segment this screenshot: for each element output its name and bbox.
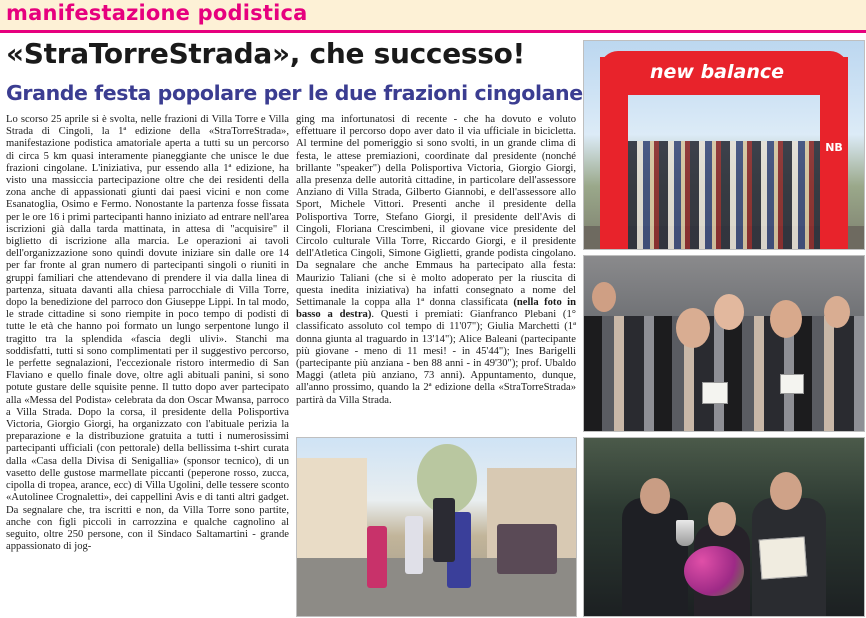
face [640, 478, 670, 514]
arch-side-logo: NB [825, 141, 843, 154]
face [770, 300, 802, 338]
face [592, 282, 616, 312]
face [770, 472, 802, 510]
column-2-text-a: ging ma infortunatosi di recente - che ha dovuto e voluto effettuare il percorso dopo aver dato il via ufficiale in bicicletta. Al termine del pomeriggio si sono svolti, in un grande clima di festa, le attese premiazioni, coordinate dal presidente (nonché brillante "speaker") della Polisportiva Victoria, Giorgio Giorgi, alla presenza delle autorità cittadine, in particolare dell'assessore Anziano di Villa Strada, Gilberto Giannobi, e dell'assessore allo Sport, Michele Vittori. Presenti anche il presidente della Polisportiva Torre, Stefano Giorgi, il presidente dell'Avis di Cingoli, Floriana Crescimbeni, il giovane vice presidente del Circolo culturale Villa Torre, Riccardo Giorgi, e il presidente dell'Atletica Cingoli, Simone Giglietti, grande podista cingolano. Da segnalare che anche Emmaus ha partecipato alla festa: Maurizio Taliani (che si è molto adoperato per la riuscita di questa inedita iniziativa) ha infatti consegnato a nome del Settimanale la coppa alla 1ª donna classificata [296, 114, 576, 309]
race-bib [702, 382, 728, 404]
runner [367, 526, 387, 588]
article-column-2 [296, 114, 576, 432]
article-subhead: Grande festa popolare per le due frazioni cingolane [6, 81, 583, 105]
photo-start-arch [583, 40, 865, 250]
face [676, 308, 710, 348]
race-bib [780, 374, 804, 394]
photo-caption-reference: (nella foto in basso a destra) [296, 297, 576, 321]
trophy-cup [676, 520, 694, 546]
face [824, 296, 850, 328]
building [297, 458, 367, 568]
runners-crowd [628, 141, 820, 249]
section-rule [0, 30, 866, 33]
column-2-text [296, 114, 576, 407]
photo-award-ceremony [583, 437, 865, 617]
participants-crowd [584, 316, 864, 431]
arch-logo: new balance [650, 61, 785, 83]
person [622, 498, 688, 616]
article-headline: «StraTorreStrada», che successo! [6, 37, 526, 70]
face [714, 294, 744, 330]
photo-children-running [296, 437, 577, 617]
runner [405, 516, 423, 574]
arch-left-leg [600, 57, 628, 249]
column-2-text-b: . Questi i premiati: Gianfranco Plebani (1° classificato assoluto col tempo di 11'07"); Giulia Marchetti (1ª donna giunta al traguardo in 13'14"); Alice Baleani (partecipante più giovane - meno di 11 mesi! - in 45'44"); Ines Barigelli (partecipante più anziana - ben 88 anni - in 49'30"); prof. Ubaldo Maggi (atleta più anziano, 73 anni). Appuntamento, dunque, all'anno prossimo, quando la 2ª edizione della «StraTorreStrada» partirà da Villa Strada. [296, 309, 576, 406]
spectators [497, 524, 557, 574]
flower-bouquet [684, 546, 744, 596]
column-1-text: Lo scorso 25 aprile si è svolta, nelle frazioni di Villa Torre e Villa Strada di Cingoli, la 1ª edizione della «StraTorreStrada», manifestazione podistica amatoriale aperta a tutti su un percorso di circa 5 km quasi interamente pianeggiante che unisce le due frazioni cingolane. L'iniziativa, pur essendo alla 1ª edizione, ha visto una massiccia partecipazione oltre che dei residenti della zona anche di appassionati giunti dai paesi vicini e non come Esanatoglia, Osimo e Fermo. Nonostante la partenza fosse fissata per le ore 16 i primi partecipanti hanno iniziato ad entrare nell'area iscrizioni già dalla tarda mattinata, in attesa di "acquisire" il biglietto di iscrizione alla marcia. Le operazioni ai tavoli dell'organizzazione sono quindi dovute iniziare sin dalle ore 14 per far fronte al gran numero di partecipanti singoli o riuniti in gruppi familiari che attendevano di prendere il via dalla linea di partenza, situata davanti alla chiesa parrocchiale di Villa Torre, dopo la benedizione del parroco don Giuseppe Lippi. In tal modo, le strade cittadine si sono riempite in poco tempo di podisti di tutte le età che hanno poi formato un lungo serpentone lungo il tragitto tra la splendida «fascia degli ulivi». Stanchi ma soddisfatti, tutti si sono complimentati per il suggestivo percorso, le perfette segnalazioni, l'eccezionale ristoro intermedio di San Flaviano e quello finale dove, oltre agli abituali panini, si sono potute gustare delle squisite penne. Il tutto dopo aver partecipato alla «Messa del Podista» celebrata da don Oscar Mwansa, parroco a Villa Strada. Dopo la corsa, il presidente della Polisportiva Victoria, Giorgio Giorgi, ha organizzato con l'abituale perizia la preparazione e la distribuzione gratuita a tutti i numerosissimi partecipanti ufficiali (con pettorale) della bellissima t-shirt curata dalla «Casa della Divisa di Senigallia» (sponsor tecnico), di un vasetto delle gustose marmellate piccanti (peperone rosso, zucca, cipolla di tropea, arance, ecc) di Villa Ugolini, delle tessere sconto «Autolinee Crognaletti», dei cappellini Avis e di tanti altri gadget. Da segnalare che, tra iscritti e non, da Villa Torre sono partite, anche con figli piccoli in carrozzina e qualche cagnolino al seguito, oltre 250 persone, con il Sindaco Saltamartini - grande appassionato di jog- [6, 114, 289, 553]
section-label: manifestazione podistica [6, 1, 308, 25]
award-plaque [759, 536, 808, 579]
face [708, 502, 736, 536]
photo-participants [583, 255, 865, 432]
runner [433, 498, 455, 562]
article-column-1 [6, 114, 289, 618]
